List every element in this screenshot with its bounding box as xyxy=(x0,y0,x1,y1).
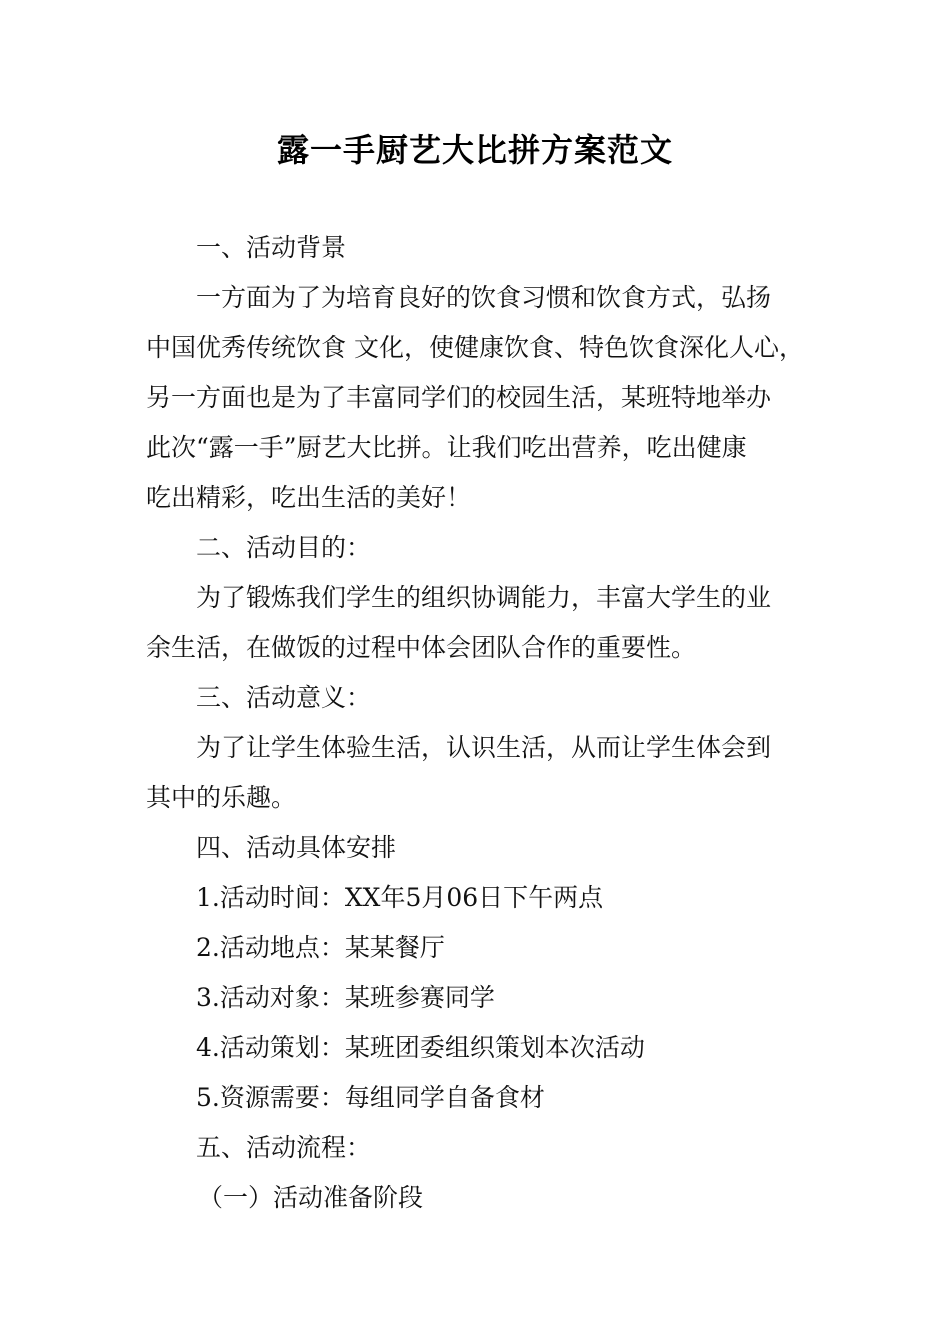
paragraph-line: 中国优秀传统饮食 文化，使健康饮食、特色饮食深化人心， xyxy=(146,333,804,362)
paragraph-line: 为了让学生体验生活，认识生活，从而让学生体会到 xyxy=(196,733,772,762)
paragraph-line: 一方面为了为培育良好的饮食习惯和饮食方式，弘扬 xyxy=(196,283,772,312)
section-heading-background: 一、活动背景 xyxy=(196,233,347,262)
document-title: 露一手厨艺大比拼方案范文 xyxy=(276,131,673,169)
list-item: 5.资源需要：每组同学自备食材 xyxy=(196,1083,545,1112)
list-item: 1.活动时间：XX年5月06日下午两点 xyxy=(196,883,604,912)
paragraph-line: 为了锻炼我们学生的组织协调能力，丰富大学生的业 xyxy=(196,583,772,612)
subsection-heading: （一）活动准备阶段 xyxy=(198,1183,424,1212)
section-heading-process: 五、活动流程： xyxy=(196,1133,372,1162)
paragraph-line: 其中的乐趣。 xyxy=(146,783,297,812)
paragraph-line: 此次“露一手”厨艺大比拼。让我们吃出营养，吃出健康 xyxy=(146,433,747,462)
section-heading-arrangement: 四、活动具体安排 xyxy=(196,833,397,862)
paragraph-line: 另一方面也是为了丰富同学们的校园生活，某班特地举办 xyxy=(146,383,772,412)
section-heading-purpose: 二、活动目的： xyxy=(196,533,372,562)
list-item: 2.活动地点：某某餐厅 xyxy=(196,933,445,962)
paragraph-line: 吃出精彩，吃出生活的美好！ xyxy=(146,483,472,512)
list-item: 4.活动策划：某班团委组织策划本次活动 xyxy=(196,1033,645,1062)
section-heading-significance: 三、活动意义： xyxy=(196,683,372,712)
paragraph-line: 余生活，在做饭的过程中体会团队合作的重要性。 xyxy=(146,633,697,662)
list-item: 3.活动对象：某班参赛同学 xyxy=(196,983,495,1012)
